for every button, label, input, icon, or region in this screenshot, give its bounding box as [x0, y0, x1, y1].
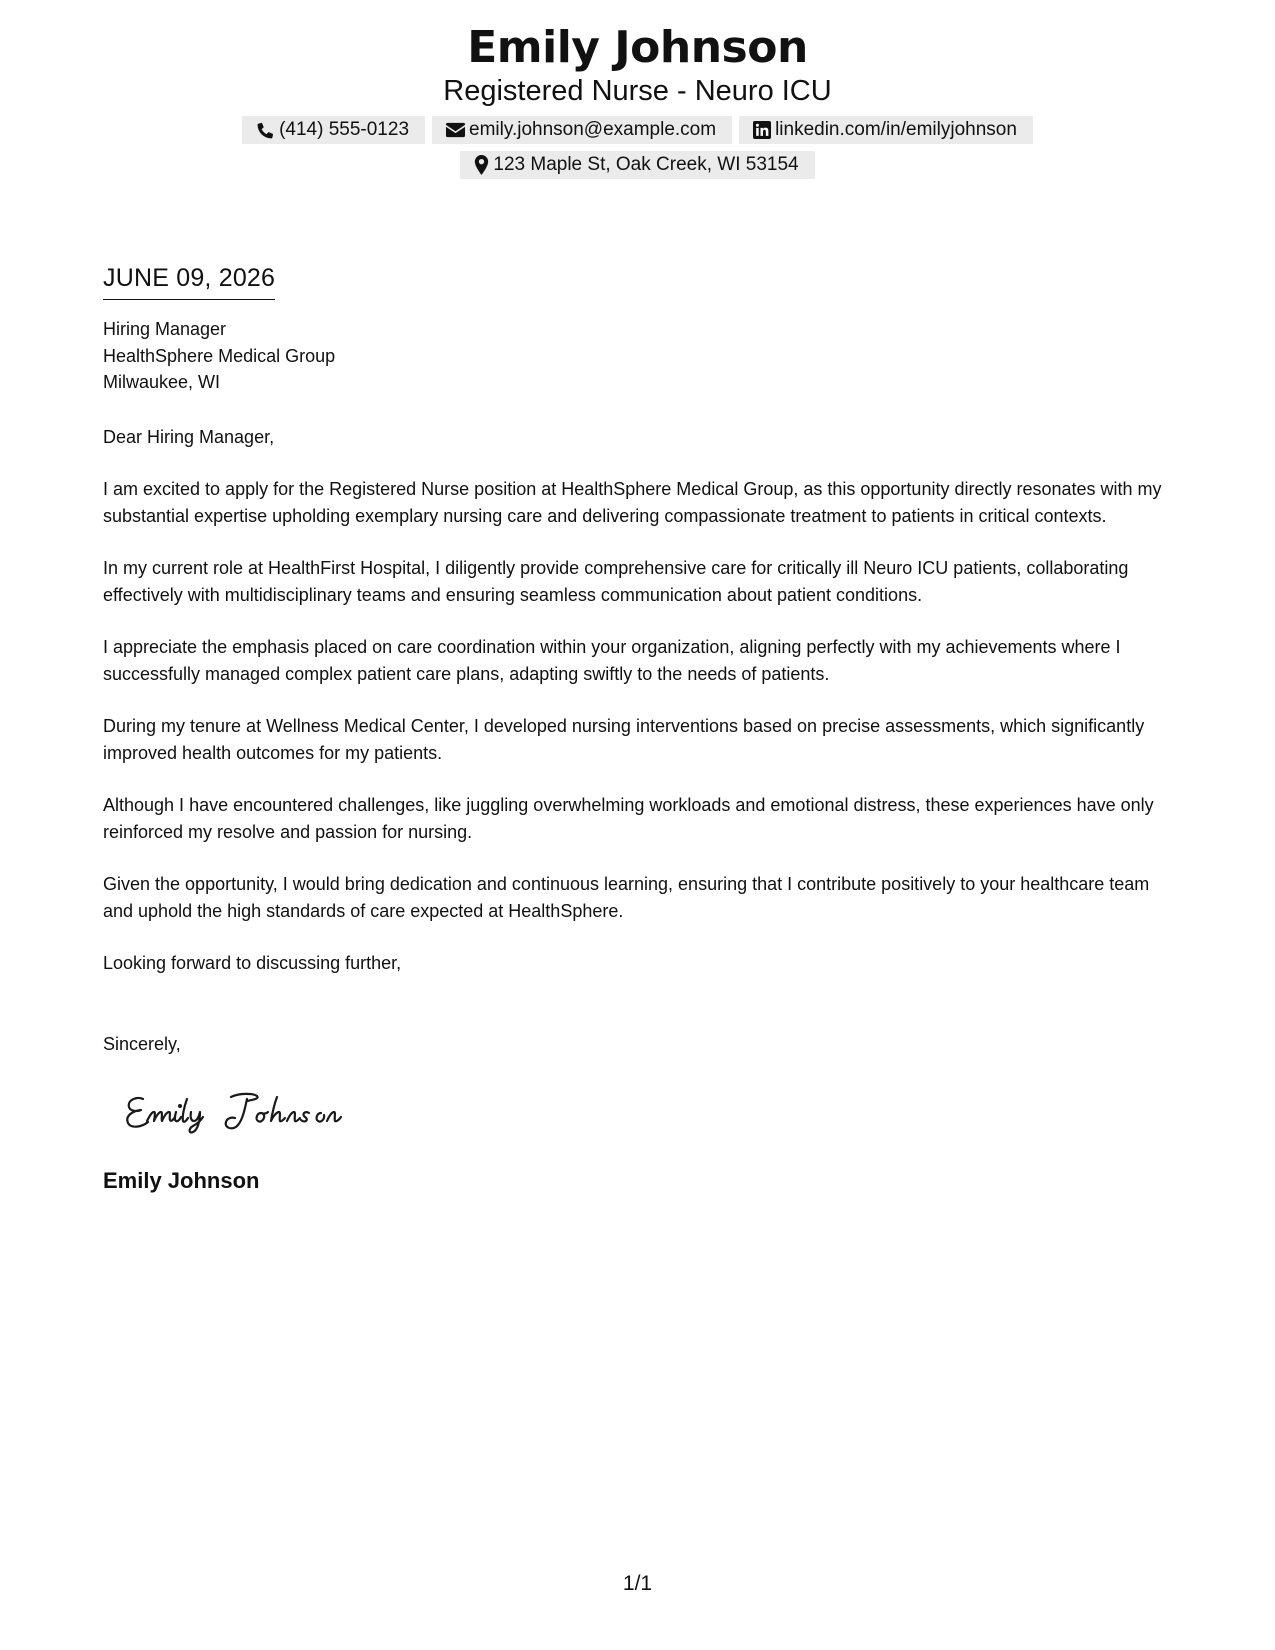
contact-row-address: [0, 151, 1275, 179]
letter-body: [103, 262, 1178, 1195]
envelope-icon: [446, 122, 465, 138]
paragraph: Given the opportunity, I would bring dedication and continuous learning, ensuring that I contribute positively to your healthcare team and uphold the high standards of care expected at HealthSphere.: [103, 874, 1150, 921]
phone-icon: [256, 121, 275, 140]
contact-row: [0, 116, 1275, 144]
closing-line: Looking forward to discussing further,: [103, 953, 402, 973]
letter-header: [0, 22, 1275, 179]
applicant-name: Emily Johnson: [467, 22, 808, 73]
salutation: Dear Hiring Manager,: [103, 426, 275, 447]
applicant-role: Registered Nurse - Neuro ICU: [443, 75, 832, 107]
signoff: Sincerely,: [103, 1033, 181, 1054]
recipient-block: [103, 316, 1178, 396]
paragraph: I appreciate the emphasis placed on care coordination within your organization, aligning perfectly with my achievements where I successfully managed complex patient care plans, adapting swiftly to the needs of patients.: [103, 637, 1121, 684]
paragraph: Although I have encountered challenges, like juggling overwhelming workloads and emotional distress, these experiences have only reinforced my resolve and passion for nursing.: [103, 795, 1154, 842]
paragraph: During my tenure at Wellness Medical Center, I developed nursing interventions based on precise assessments, which significantly improved health outcomes for my patients.: [103, 716, 1145, 763]
linkedin-icon: [753, 121, 771, 139]
linkedin-text: linkedin.com/in/emilyjohnson: [775, 119, 1017, 140]
recipient-title: Hiring Manager: [103, 319, 227, 339]
email-text: emily.johnson@example.com: [469, 119, 717, 140]
paragraph: In my current role at HealthFirst Hospital, I diligently provide comprehensive care for critically ill Neuro ICU patients, collaborating effectively with multidisciplinary teams and ensuring seamless communication about patient conditions.: [103, 558, 1129, 605]
paragraph: I am excited to apply for the Registered Nurse position at HealthSphere Medical Group, as this opportunity directly resonates with my substantial expertise upholding exemplary nursing care and delivering compassionate treatment to patients in critical contexts.: [103, 479, 1162, 526]
map-pin-icon: [474, 155, 489, 175]
page-indicator: 1/1: [622, 1572, 653, 1595]
phone-chip: [242, 116, 425, 144]
address-text: 123 Maple St, Oak Creek, WI 53154: [493, 154, 799, 175]
handwritten-signature: [121, 1085, 1178, 1141]
email-chip: [432, 116, 732, 144]
linkedin-chip: [739, 116, 1033, 144]
address-chip: [460, 151, 814, 179]
recipient-company: HealthSphere Medical Group: [103, 345, 336, 366]
phone-text: (414) 555-0123: [279, 119, 410, 140]
signer-name: Emily Johnson: [103, 1168, 260, 1193]
letter-date: JUNE 09, 2026: [103, 262, 275, 300]
recipient-location: Milwaukee, WI: [103, 372, 221, 392]
